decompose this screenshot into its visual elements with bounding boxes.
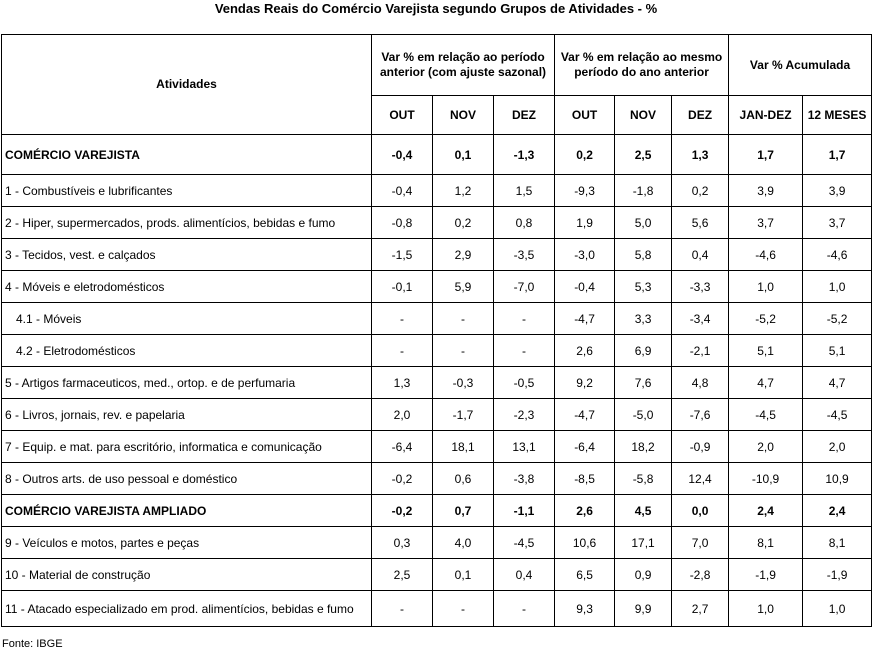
row-value: 9,3: [555, 591, 615, 627]
row-value: 2,0: [372, 399, 433, 431]
row-value: -3,3: [672, 271, 729, 303]
row-value: 6,9: [615, 335, 672, 367]
row-value: 2,5: [372, 559, 433, 591]
row-value: -7,0: [494, 271, 555, 303]
table-row: [2, 463, 872, 495]
row-value: 5,1: [729, 335, 803, 367]
row-value: 7,6: [615, 367, 672, 399]
row-value: -: [494, 335, 555, 367]
table-title: Vendas Reais do Comércio Varejista segundo Grupos de Atividades - %: [214, 1, 658, 16]
row-value: 1,7: [729, 135, 803, 175]
row-label: 7 - Equip. e mat. para escritório, informatica e comunicação: [2, 431, 372, 463]
header-col: JAN-DEZ: [729, 96, 803, 135]
row-value: 5,0: [615, 207, 672, 239]
row-value: 0,3: [372, 527, 433, 559]
row-value: -10,9: [729, 463, 803, 495]
row-value: 12,4: [672, 463, 729, 495]
row-value: -0,1: [372, 271, 433, 303]
header-col: DEZ: [494, 96, 555, 135]
row-value: -4,7: [555, 399, 615, 431]
row-value: 8,1: [803, 527, 872, 559]
row-value: 3,7: [729, 207, 803, 239]
row-label: 1 - Combustíveis e lubrificantes: [2, 175, 372, 207]
table-row: [2, 591, 872, 627]
table-row: [2, 271, 872, 303]
row-value: -4,5: [494, 527, 555, 559]
header-group-periodo-anterior: Var % em relação ao período anterior (com ajuste sazonal): [372, 35, 555, 96]
row-value: -5,2: [729, 303, 803, 335]
row-value: 0,2: [672, 175, 729, 207]
sales-table: [1, 34, 872, 627]
row-value: 1,3: [372, 367, 433, 399]
row-value: -1,8: [615, 175, 672, 207]
row-value: -0,4: [555, 271, 615, 303]
row-value: 0,4: [672, 239, 729, 271]
row-value: 5,6: [672, 207, 729, 239]
row-value: 10,9: [803, 463, 872, 495]
row-value: -4,7: [555, 303, 615, 335]
row-value: -6,4: [555, 431, 615, 463]
row-value: 4,0: [433, 527, 494, 559]
row-value: 2,6: [555, 495, 615, 527]
row-value: -0,2: [372, 463, 433, 495]
row-value: -0,4: [372, 135, 433, 175]
table-row: [2, 527, 872, 559]
row-label: COMÉRCIO VAREJISTA AMPLIADO: [2, 495, 372, 527]
row-value: 2,6: [555, 335, 615, 367]
row-value: 0,2: [555, 135, 615, 175]
row-value: 2,7: [672, 591, 729, 627]
row-value: -3,8: [494, 463, 555, 495]
header-col: OUT: [372, 96, 433, 135]
row-value: -: [372, 303, 433, 335]
row-value: 0,4: [494, 559, 555, 591]
row-value: -7,6: [672, 399, 729, 431]
table-row: [2, 431, 872, 463]
row-value: 2,4: [803, 495, 872, 527]
header-col: OUT: [555, 96, 615, 135]
row-value: -: [433, 335, 494, 367]
row-value: 18,1: [433, 431, 494, 463]
row-value: 0,1: [433, 559, 494, 591]
row-value: 1,0: [803, 271, 872, 303]
table-row: [2, 207, 872, 239]
row-value: 4,8: [672, 367, 729, 399]
row-value: 2,4: [729, 495, 803, 527]
row-value: -5,8: [615, 463, 672, 495]
row-value: -2,3: [494, 399, 555, 431]
row-label: 3 - Tecidos, vest. e calçados: [2, 239, 372, 271]
row-value: 0,8: [494, 207, 555, 239]
row-value: 1,0: [803, 591, 872, 627]
row-value: -1,9: [803, 559, 872, 591]
row-value: -0,3: [433, 367, 494, 399]
row-label: 9 - Veículos e motos, partes e peças: [2, 527, 372, 559]
table-row: [2, 335, 872, 367]
row-value: -3,0: [555, 239, 615, 271]
row-value: -4,5: [729, 399, 803, 431]
table-row: [2, 175, 872, 207]
table-row: [2, 399, 872, 431]
row-value: 0,6: [433, 463, 494, 495]
row-value: -1,5: [372, 239, 433, 271]
table-row: [2, 495, 872, 527]
row-value: -4,6: [803, 239, 872, 271]
row-value: 2,5: [615, 135, 672, 175]
header-col: NOV: [615, 96, 672, 135]
table-row: [2, 559, 872, 591]
row-value: -4,6: [729, 239, 803, 271]
row-value: 5,1: [803, 335, 872, 367]
row-value: -8,5: [555, 463, 615, 495]
row-value: 3,7: [803, 207, 872, 239]
row-value: 1,7: [803, 135, 872, 175]
row-value: -0,8: [372, 207, 433, 239]
row-value: 5,9: [433, 271, 494, 303]
row-label: COMÉRCIO VAREJISTA: [2, 135, 372, 175]
row-label: 2 - Hiper, supermercados, prods. alimentícios, bebidas e fumo: [2, 207, 372, 239]
row-value: 10,6: [555, 527, 615, 559]
row-label: 8 - Outros arts. de uso pessoal e doméstico: [2, 463, 372, 495]
row-value: 2,9: [433, 239, 494, 271]
row-value: -: [372, 591, 433, 627]
row-label: 11 - Atacado especializado em prod. alimentícios, bebidas e fumo: [2, 591, 372, 627]
row-value: 17,1: [615, 527, 672, 559]
source-note: Fonte: IBGE: [2, 638, 63, 650]
row-value: -0,9: [672, 431, 729, 463]
row-value: 0,0: [672, 495, 729, 527]
header-col: 12 MESES: [803, 96, 872, 135]
header-col: DEZ: [672, 96, 729, 135]
row-value: 0,1: [433, 135, 494, 175]
row-value: 4,5: [615, 495, 672, 527]
row-value: 3,3: [615, 303, 672, 335]
row-value: -4,5: [803, 399, 872, 431]
row-value: 2,0: [729, 431, 803, 463]
row-value: 9,2: [555, 367, 615, 399]
table-body: [2, 135, 872, 627]
row-label: 6 - Livros, jornais, rev. e papelaria: [2, 399, 372, 431]
row-label: 4.1 - Móveis: [2, 303, 372, 335]
header-group-acumulada: Var % Acumulada: [729, 35, 872, 96]
row-value: -1,7: [433, 399, 494, 431]
row-value: 0,2: [433, 207, 494, 239]
header-group-mesmo-periodo: Var % em relação ao mesmo período do ano anterior: [555, 35, 729, 96]
row-value: 4,7: [803, 367, 872, 399]
row-value: 1,0: [729, 271, 803, 303]
row-value: -5,2: [803, 303, 872, 335]
row-value: -: [433, 591, 494, 627]
row-value: -1,9: [729, 559, 803, 591]
row-label: 10 - Material de construção: [2, 559, 372, 591]
row-value: 13,1: [494, 431, 555, 463]
row-value: -3,5: [494, 239, 555, 271]
row-label: 4.2 - Eletrodomésticos: [2, 335, 372, 367]
table-row: [2, 367, 872, 399]
row-value: 1,0: [729, 591, 803, 627]
row-value: -: [433, 303, 494, 335]
row-value: -6,4: [372, 431, 433, 463]
row-value: 5,3: [615, 271, 672, 303]
row-value: -: [494, 303, 555, 335]
row-value: 1,2: [433, 175, 494, 207]
row-value: 2,0: [803, 431, 872, 463]
row-value: -0,5: [494, 367, 555, 399]
row-value: 1,3: [672, 135, 729, 175]
row-value: 0,9: [615, 559, 672, 591]
row-value: -: [372, 335, 433, 367]
row-value: -2,1: [672, 335, 729, 367]
row-value: -0,4: [372, 175, 433, 207]
row-value: 3,9: [803, 175, 872, 207]
row-value: 4,7: [729, 367, 803, 399]
row-value: -2,8: [672, 559, 729, 591]
row-value: 7,0: [672, 527, 729, 559]
row-value: 1,5: [494, 175, 555, 207]
row-value: 3,9: [729, 175, 803, 207]
row-value: -3,4: [672, 303, 729, 335]
table-row: [2, 135, 872, 175]
row-value: -1,1: [494, 495, 555, 527]
row-value: 9,9: [615, 591, 672, 627]
header-col: NOV: [433, 96, 494, 135]
row-value: -0,2: [372, 495, 433, 527]
row-value: -1,3: [494, 135, 555, 175]
table-row: [2, 239, 872, 271]
row-value: 1,9: [555, 207, 615, 239]
row-value: -5,0: [615, 399, 672, 431]
row-value: 5,8: [615, 239, 672, 271]
row-value: 8,1: [729, 527, 803, 559]
row-value: -9,3: [555, 175, 615, 207]
row-label: 4 - Móveis e eletrodomésticos: [2, 271, 372, 303]
row-value: 18,2: [615, 431, 672, 463]
table-row: [2, 303, 872, 335]
row-value: 0,7: [433, 495, 494, 527]
row-value: -: [494, 591, 555, 627]
header-atividades: Atividades: [2, 35, 372, 135]
row-value: 6,5: [555, 559, 615, 591]
row-label: 5 - Artigos farmaceuticos, med., ortop. e de perfumaria: [2, 367, 372, 399]
